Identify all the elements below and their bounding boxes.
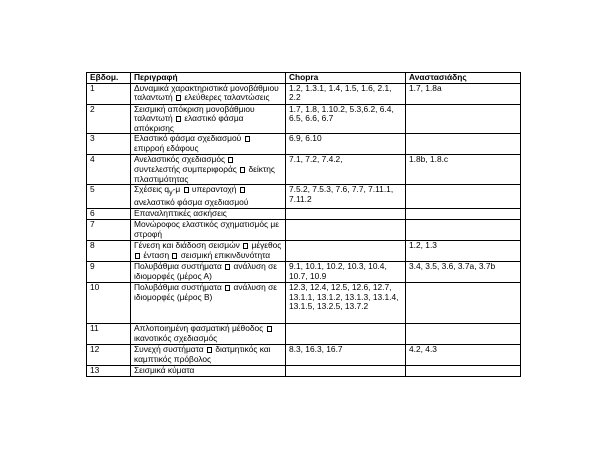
header-week: Εβδομ.	[87, 73, 131, 84]
table-row	[87, 324, 521, 345]
description-text: Απλοποιημένη φασματική μέθοδος	[134, 323, 264, 334]
box-icon	[184, 187, 189, 193]
description-text: Πολυβάθμια συστήματα	[134, 282, 222, 293]
chopra-cell: 8.3, 16.3, 16.7	[286, 345, 406, 366]
table-row	[87, 155, 521, 185]
description-text: ελεύθερες ταλαντώσεις	[184, 92, 270, 103]
description-text: ένταση	[143, 249, 170, 260]
week-cell: 8	[87, 241, 131, 262]
description-text: υπεραντοχή	[191, 184, 237, 195]
anastasiadis-cell	[406, 104, 521, 134]
table-row	[87, 220, 521, 241]
week-cell: 10	[87, 283, 131, 324]
chopra-cell	[286, 241, 406, 262]
header-description: Περιγραφή	[131, 73, 286, 84]
box-icon	[176, 116, 181, 122]
anastasiadis-cell	[406, 134, 521, 155]
description-text: διατμητικός και καμπτικός πρόβολος	[134, 344, 271, 364]
box-icon	[225, 264, 230, 270]
box-icon	[243, 243, 248, 249]
chopra-cell: 12.3, 12.4, 12.5, 12.6, 12.7, 13.1.1, 13.1.2, 13.1.3, 13.1.4, 13.1.5, 13.2.5, 13.7.2	[286, 283, 406, 324]
anastasiadis-cell	[406, 220, 521, 241]
description-cell: Σεισμικά κύματα	[131, 366, 286, 377]
anastasiadis-cell: 3.4, 3.5, 3.6, 3.7a, 3.7b	[406, 262, 521, 283]
table-header-row	[87, 73, 521, 84]
week-cell: 2	[87, 104, 131, 134]
header-anastasiadis: Αναστασιάδης	[406, 73, 521, 84]
table-row	[87, 134, 521, 155]
chopra-cell: 6.9, 6.10	[286, 134, 406, 155]
table-row	[87, 83, 521, 104]
box-icon	[240, 167, 245, 173]
description-cell	[131, 104, 286, 134]
description-text: Σχέσεις q	[134, 184, 170, 195]
anastasiadis-cell	[406, 209, 521, 220]
anastasiadis-cell: 1.8b, 1.8.c	[406, 155, 521, 185]
table-row	[87, 366, 521, 377]
description-text: ελαστικό φάσμα απόκρισης	[134, 113, 244, 133]
description-text: Ανελαστικός σχεδιασμός	[134, 154, 226, 165]
table-row	[87, 104, 521, 134]
description-text: δείκτης πλαστιμότητας	[134, 163, 275, 184]
description-text: ανελαστικό φάσμα σχεδιασμού	[134, 197, 249, 208]
description-cell	[131, 345, 286, 366]
description-text: συντελεστής συμπεριφοράς	[134, 163, 237, 174]
box-icon	[207, 347, 212, 353]
box-icon	[245, 136, 250, 142]
description-text: -μ	[172, 184, 181, 195]
description-cell	[131, 134, 286, 155]
description-text: ικανοτικός σχεδιασμός	[134, 332, 218, 343]
description-text: Σεισμική απόκριση μονοβάθμιου ταλαντωτή	[134, 104, 255, 124]
description-text: μέγεθος	[251, 240, 282, 251]
table-row	[87, 283, 521, 324]
box-icon	[225, 285, 230, 291]
description-cell	[131, 185, 286, 209]
week-cell: 7	[87, 220, 131, 241]
chopra-cell: 9.1, 10.1, 10.2, 10.3, 10.4, 10.7, 10.9	[286, 262, 406, 283]
week-cell: 12	[87, 345, 131, 366]
chopra-cell: 1.7, 1.8, 1.10.2, 5.3,6.2, 6.4, 6.5, 6.6, 6.7	[286, 104, 406, 134]
description-cell: Μονώροφος ελαστικός σχηματισμός με στροφή	[131, 220, 286, 241]
week-cell: 6	[87, 209, 131, 220]
description-text: Συνεχή συστήματα	[134, 344, 204, 355]
chopra-cell: 7.1, 7.2, 7.4.2,	[286, 155, 406, 185]
description-subscript: y	[169, 189, 173, 197]
description-text: ανάλυση σε ιδιομορφές (μέρος Β)	[134, 282, 278, 302]
description-text: επιρροή εδάφους	[134, 142, 199, 153]
box-icon	[176, 95, 181, 101]
table-row	[87, 185, 521, 209]
week-cell: 5	[87, 185, 131, 209]
description-text: Πολυβάθμια συστήματα	[134, 261, 222, 272]
description-cell	[131, 324, 286, 345]
chopra-cell	[286, 209, 406, 220]
anastasiadis-cell	[406, 366, 521, 377]
course-schedule-table	[86, 72, 521, 377]
box-icon	[135, 253, 140, 259]
chopra-cell	[286, 324, 406, 345]
week-cell: 11	[87, 324, 131, 345]
week-cell: 13	[87, 366, 131, 377]
week-cell: 3	[87, 134, 131, 155]
description-cell	[131, 283, 286, 324]
chopra-cell	[286, 366, 406, 377]
anastasiadis-cell	[406, 185, 521, 209]
anastasiadis-cell	[406, 283, 521, 324]
table-row	[87, 345, 521, 366]
box-icon	[172, 253, 177, 259]
chopra-cell	[286, 220, 406, 241]
anastasiadis-cell: 1.2, 1.3	[406, 241, 521, 262]
anastasiadis-cell	[406, 324, 521, 345]
anastasiadis-cell: 4.2, 4.3	[406, 345, 521, 366]
description-cell	[131, 155, 286, 185]
description-cell	[131, 262, 286, 283]
table-row	[87, 262, 521, 283]
description-cell	[131, 241, 286, 262]
box-icon	[267, 326, 272, 332]
table-row	[87, 209, 521, 220]
week-cell: 9	[87, 262, 131, 283]
header-chopra: Chopra	[286, 73, 406, 84]
week-cell: 1	[87, 83, 131, 104]
week-cell: 4	[87, 155, 131, 185]
chopra-cell: 1.2, 1.3.1, 1.4, 1.5, 1.6, 2.1, 2.2	[286, 83, 406, 104]
description-text: ανάλυση σε ιδιομορφές (μέρος Α)	[134, 261, 278, 281]
description-text: Γένεση και διάδοση σεισμών	[134, 240, 240, 251]
box-icon	[240, 187, 245, 193]
chopra-cell: 7.5.2, 7.5.3, 7.6, 7.7, 7.11.1, 7.11.2	[286, 185, 406, 209]
anastasiadis-cell: 1.7, 1.8a	[406, 83, 521, 104]
description-text: σεισμική επικινδυνότητα	[180, 249, 271, 260]
description-text: Δυναμικά χαρακτηριστικά μονοβάθμιου ταλαντωτή	[134, 83, 279, 103]
table-row	[87, 241, 521, 262]
box-icon	[228, 157, 233, 163]
description-cell: Επαναληπτικές ασκήσεις	[131, 209, 286, 220]
description-text: Ελαστικό φάσμα σχεδιασμού	[134, 133, 242, 144]
description-cell	[131, 83, 286, 104]
